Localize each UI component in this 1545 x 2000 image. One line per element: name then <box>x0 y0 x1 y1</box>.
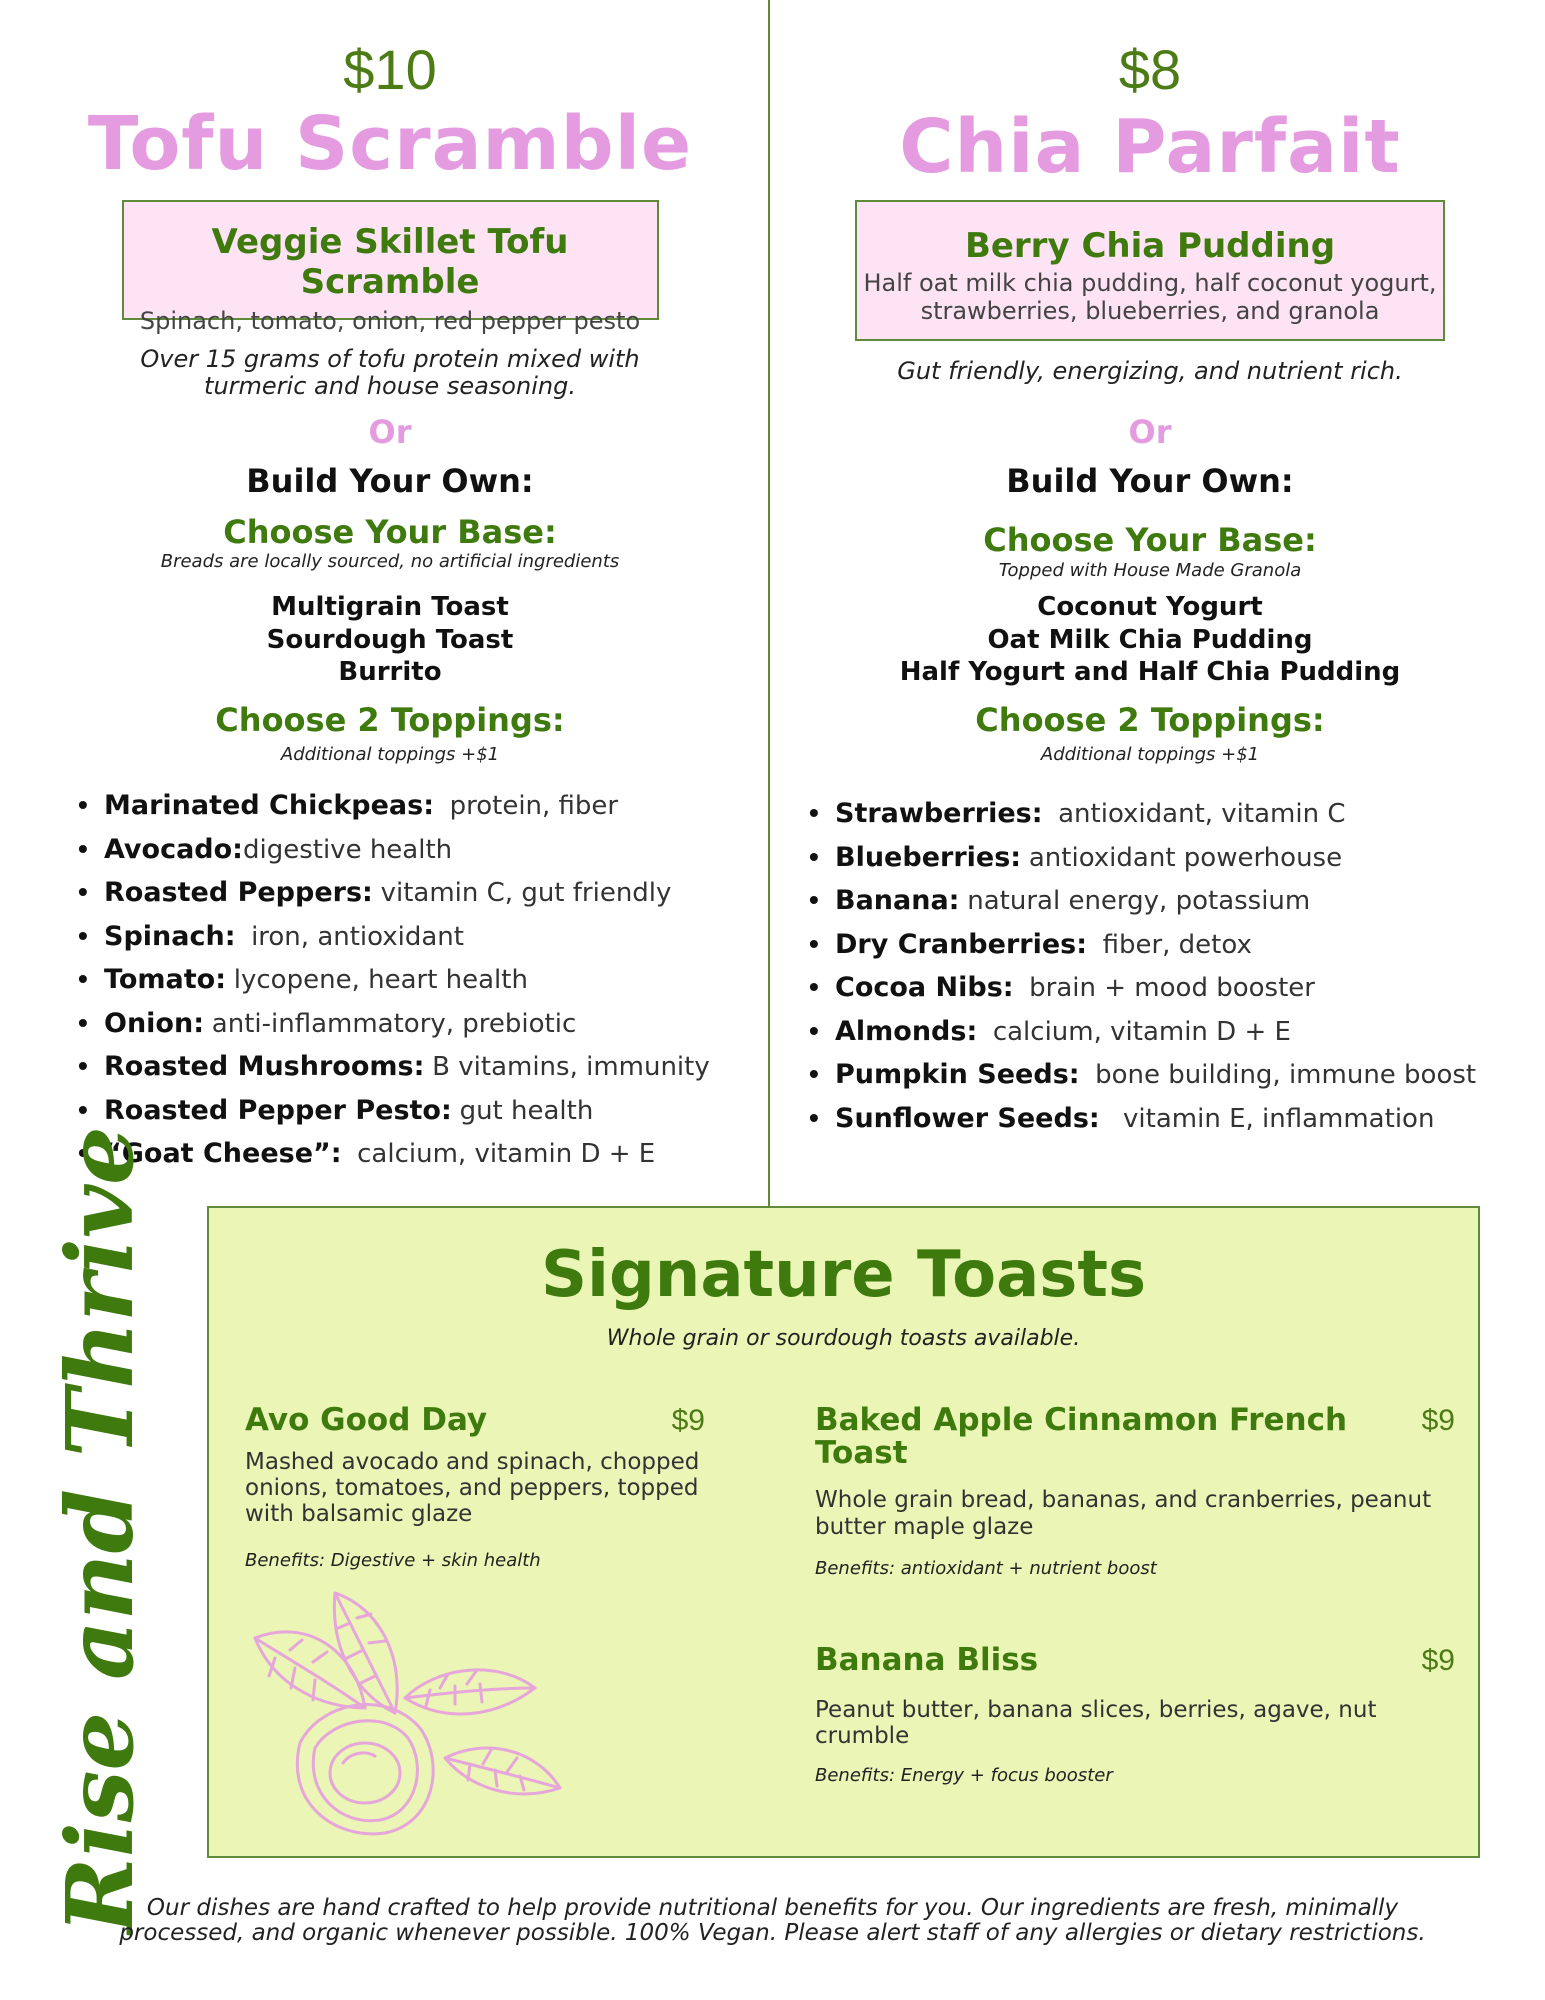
list-item: • Avocado:digestive health <box>78 828 710 872</box>
toppings-note: Additional toppings +$1 <box>280 744 500 765</box>
signature-toasts-box <box>207 1206 1480 1858</box>
featured-dish-desc: Spinach, tomato, onion, red pepper pesto <box>139 307 641 335</box>
featured-dish-desc: Half oat milk chia pudding, half coconut yogurt, strawberries, blueberries, and granola <box>863 269 1437 325</box>
toast-desc: Peanut butter, banana slices, berries, agave, nut crumble <box>815 1696 1377 1749</box>
signature-subtitle: Whole grain or sourdough toasts available. <box>606 1326 1081 1351</box>
chia-price: $8 <box>1118 38 1182 101</box>
list-item: • Onion: anti-inflammatory, prebiotic <box>78 1002 710 1046</box>
choose-base-label: Choose Your Base: <box>983 521 1317 559</box>
toast-name: Banana Bliss <box>815 1642 1039 1678</box>
base-item: Half Yogurt and Half Chia Pudding <box>899 657 1401 687</box>
featured-dish-name: Berry Chia Pudding <box>964 226 1336 266</box>
base-item: Sourdough Toast <box>266 624 514 655</box>
list-item: • Roasted Mushrooms: B vitamins, immunity <box>78 1045 710 1089</box>
base-item: Coconut Yogurt <box>1037 592 1263 622</box>
brand-name: Rise and Thrive <box>46 1126 154 1934</box>
toast-benefit: Benefits: Digestive + skin health <box>245 1549 541 1571</box>
featured-dish-name: Veggie Skillet Tofu Scramble <box>211 222 569 302</box>
list-item: • Sunflower Seeds: vitamin E, inflammation <box>809 1097 1476 1141</box>
toast-avo-good-day <box>245 1404 705 1571</box>
toppings-list <box>78 784 710 1176</box>
base-list <box>790 591 1510 689</box>
base-note: Breads are locally sourced, no artificial ingredients <box>160 551 620 572</box>
build-your-own-label: Build Your Own: <box>1006 462 1294 500</box>
list-item: • Pumpkin Seeds: bone building, immune boost <box>809 1053 1476 1097</box>
list-item: • Roasted Pepper Pesto: gut health <box>78 1089 710 1133</box>
list-item: • Strawberries: antioxidant, vitamin C <box>809 792 1476 836</box>
base-note: Topped with House Made Granola <box>998 560 1302 581</box>
chia-title: Chia Parfait <box>899 104 1401 190</box>
tagline-line: turmeric and house seasoning. <box>204 371 576 400</box>
toast-baked-apple <box>815 1404 1455 1579</box>
chia-tagline: Gut friendly, energizing, and nutrient rich. <box>897 357 1403 385</box>
avocado-leaves-illustration-icon <box>245 1588 565 1843</box>
choose-toppings-label: Choose 2 Toppings: <box>975 701 1325 739</box>
toast-benefit: Benefits: antioxidant + nutrient boost <box>815 1557 1157 1579</box>
list-item: • Blueberries: antioxidant powerhouse <box>809 836 1476 880</box>
tofu-scramble-section <box>40 0 740 1206</box>
toast-price: $9 <box>1421 1644 1455 1677</box>
choose-toppings-label: Choose 2 Toppings: <box>215 701 565 739</box>
choose-base-label: Choose Your Base: <box>223 513 557 551</box>
base-item: Multigrain Toast <box>271 592 509 622</box>
toast-desc: Mashed avocado and spinach, chopped onions, tomatoes, and peppers, topped with balsamic glaze <box>245 1448 700 1528</box>
list-item: • “Goat Cheese”: calcium, vitamin D + E <box>78 1132 710 1176</box>
toast-price: $9 <box>1421 1404 1455 1437</box>
tofu-featured-box <box>122 200 659 335</box>
tagline-line: Over 15 grams of tofu protein mixed with <box>140 345 640 373</box>
toast-benefit: Benefits: Energy + focus booster <box>815 1765 1113 1787</box>
list-item: • Marinated Chickpeas: protein, fiber <box>78 784 710 828</box>
tofu-price: $10 <box>343 38 437 101</box>
list-item: • Banana: natural energy, potassium <box>809 879 1476 923</box>
base-list <box>40 591 740 689</box>
footer-line: Our dishes are hand crafted to help provide nutritional benefits for you. Our ingredients are fresh, minimally <box>146 1895 1399 1921</box>
or-label: Or <box>1128 413 1172 451</box>
footer-line: processed, and organic whenever possible. 100% Vegan. Please alert staff of any allergies or dietary restrictions. <box>119 1920 1426 1947</box>
column-divider <box>768 0 770 1206</box>
list-item: • Roasted Peppers: vitamin C, gut friendly <box>78 871 710 915</box>
base-item: Oat Milk Chia Pudding <box>987 624 1313 655</box>
toast-banana-bliss <box>815 1644 1455 1786</box>
or-label: Or <box>368 413 412 451</box>
chia-featured-box <box>855 200 1445 341</box>
footer-note <box>40 1896 1505 1947</box>
list-item: • Dry Cranberries: fiber, detox <box>809 923 1476 967</box>
tofu-tagline <box>40 346 740 400</box>
toppings-list <box>809 792 1476 1140</box>
chia-parfait-section <box>790 0 1510 1206</box>
tofu-title: Tofu Scramble <box>87 101 693 187</box>
list-item: • Tomato: lycopene, heart health <box>78 958 710 1002</box>
list-item: • Spinach: iron, antioxidant <box>78 915 710 959</box>
toast-name: Baked Apple Cinnamon French Toast <box>815 1402 1348 1471</box>
toast-price: $9 <box>671 1404 705 1437</box>
signature-title: Signature Toasts <box>540 1238 1147 1312</box>
build-your-own-label: Build Your Own: <box>246 462 534 500</box>
base-item: Burrito <box>338 657 442 687</box>
toast-name: Avo Good Day <box>245 1402 488 1438</box>
list-item: • Cocoa Nibs: brain + mood booster <box>809 966 1476 1010</box>
toast-desc: Whole grain bread, bananas, and cranberries, peanut butter maple glaze <box>815 1487 1432 1540</box>
toppings-note: Additional toppings +$1 <box>1040 744 1260 765</box>
list-item: • Almonds: calcium, vitamin D + E <box>809 1010 1476 1054</box>
